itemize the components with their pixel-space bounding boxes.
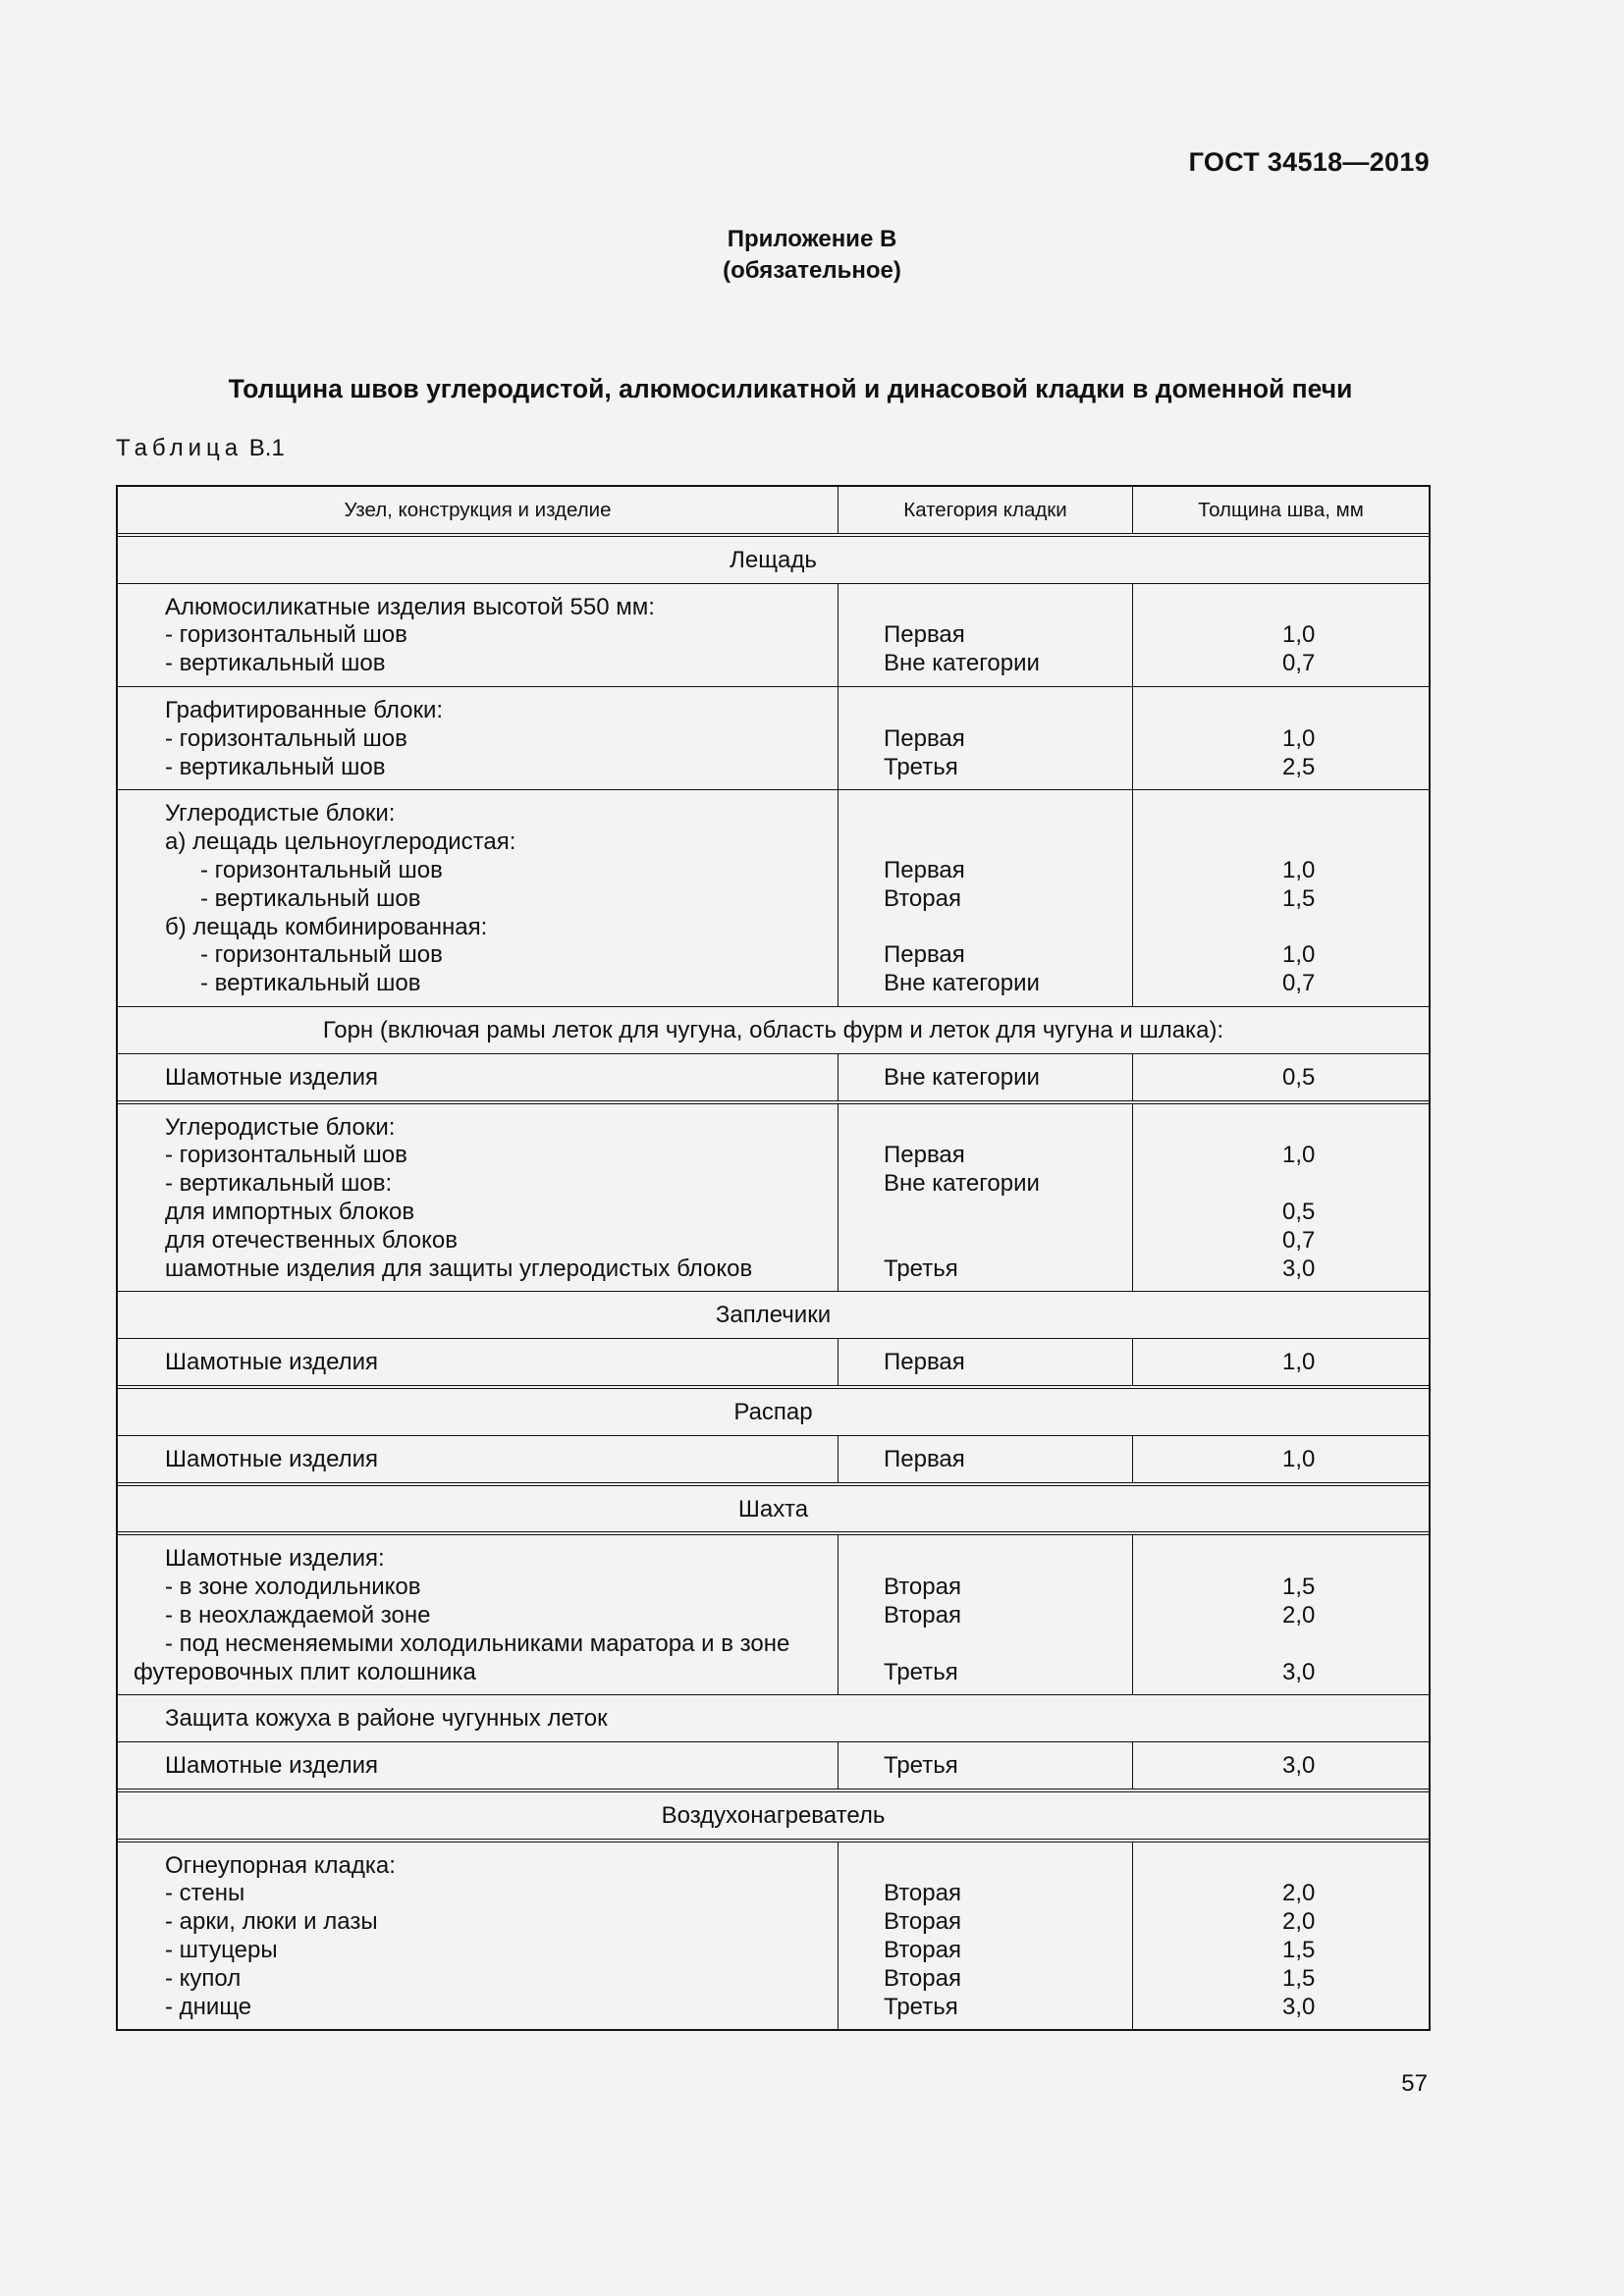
table-label-word: Таблица: [116, 435, 244, 461]
table-row: [118, 1436, 1429, 1486]
cell-text-line: [884, 800, 1132, 828]
table-cell: [118, 584, 839, 686]
document-code: ГОСТ 34518—2019: [1188, 147, 1430, 177]
appendix-status: (обязательное): [723, 257, 901, 284]
cell-text-line: Горн (включая рамы леток для чугуна, область фурм и леток для чугуна и шлака):: [322, 1016, 1224, 1043]
cell-text-line: 0,5: [1282, 1063, 1316, 1091]
cell-text-line: 1,5: [1282, 1964, 1316, 1992]
cell-text-line: 1,0: [1282, 724, 1316, 752]
cell-text-line: Узел, конструкция и изделие: [344, 499, 612, 521]
table-cell: [1133, 1054, 1429, 1100]
cell-text-line: 0,7: [1282, 1226, 1316, 1254]
cell-text-line: Первая: [884, 941, 965, 969]
table-cell: [118, 1842, 839, 2030]
cell-text-line: [884, 1199, 1132, 1227]
cell-text-line: - стены: [165, 1880, 245, 1907]
cell-text-line: Воздухонагреватель: [661, 1801, 886, 1829]
cell-text-line: - в неохлаждаемой зоне: [165, 1601, 431, 1629]
subsection-row-taphole-shell: [118, 1695, 1429, 1742]
table-row: [118, 1742, 1429, 1792]
section-row-hearth-bottom: [118, 537, 1429, 584]
cell-text-line: Первая: [884, 724, 965, 752]
table-cell: [839, 1054, 1133, 1100]
table-label: [116, 435, 285, 462]
cell-text-line: Шамотные изделия: [165, 1445, 379, 1472]
table-cell: [1133, 1842, 1429, 2030]
table-row: [118, 790, 1429, 1007]
cell-text-line: [884, 1227, 1132, 1255]
column-header-node: [118, 487, 839, 533]
table-row: [118, 1339, 1429, 1389]
cell-text-line: [884, 1545, 1132, 1574]
cell-text-line: 3,0: [1282, 1255, 1316, 1282]
cell-text-line: 0,7: [1282, 650, 1316, 677]
table-cell: [839, 1742, 1133, 1789]
cell-text-line: - купол: [165, 1964, 242, 1992]
table-row: [118, 687, 1429, 790]
cell-text-line: Шамотные изделия: [165, 1063, 379, 1091]
table-cell: [1133, 584, 1429, 686]
column-header-thickness: [1133, 487, 1429, 533]
cell-text-line: 2,0: [1282, 1908, 1316, 1936]
cell-text-line: Первая: [884, 1445, 965, 1472]
cell-text-line: Категория кладки: [903, 499, 1067, 521]
table-cell: [118, 1339, 839, 1385]
cell-text-line: Защита кожуха в районе чугунных леток: [165, 1705, 608, 1733]
cell-text-line: [1133, 1170, 1429, 1199]
table-cell: [118, 687, 839, 789]
cell-text-line: [884, 828, 1132, 857]
cell-text-line: Вторая: [884, 1601, 961, 1629]
cell-text-line: 3,0: [1282, 1658, 1316, 1685]
cell-text-line: Распар: [733, 1398, 813, 1425]
cell-text-line: Первая: [884, 1349, 965, 1376]
cell-text-line: 1,0: [1282, 1142, 1316, 1169]
table-cell: [839, 1436, 1133, 1482]
section-row-shaft: [118, 1486, 1429, 1536]
table-row: [118, 1535, 1429, 1695]
table-header-row: [118, 487, 1429, 537]
cell-text-line: 1,0: [1282, 1349, 1316, 1376]
appendix-heading: [0, 224, 1624, 287]
cell-text-line: - горизонтальный шов: [200, 856, 443, 883]
cell-text-line: Третья: [884, 1752, 958, 1780]
cell-text-line: [884, 697, 1132, 725]
cell-text-line: Шамотные изделия: [165, 1752, 379, 1780]
table-row: [118, 1054, 1429, 1104]
cell-text-line: 0,7: [1282, 970, 1316, 997]
cell-text-line: [1133, 800, 1429, 828]
cell-text-line: 0,5: [1282, 1198, 1316, 1225]
cell-text-line: 3,0: [1282, 1752, 1316, 1780]
cell-text-line: [1133, 594, 1429, 622]
cell-text-line: Углеродистые блоки:: [165, 1113, 396, 1141]
table-cell: [1133, 1436, 1429, 1482]
cell-text-line: [1133, 697, 1429, 725]
table-row: [118, 1842, 1429, 2030]
cell-text-line: Шахта: [737, 1495, 809, 1522]
cell-text-line: [1133, 914, 1429, 942]
cell-text-line: Толщина шва, мм: [1198, 499, 1364, 521]
table-cell: [839, 687, 1133, 789]
cell-text-line: - горизонтальный шов: [200, 941, 443, 969]
cell-text-line: 2,5: [1282, 753, 1316, 780]
cell-text-line: Графитированные блоки:: [165, 696, 444, 723]
table-cell: [118, 1436, 839, 1482]
table-cell: [118, 1104, 839, 1292]
cell-text-line: - горизонтальный шов: [165, 621, 407, 649]
cell-text-line: Огнеупорная кладка:: [165, 1851, 396, 1879]
cell-text-line: 1,0: [1282, 1445, 1316, 1472]
table-cell: [839, 584, 1133, 686]
cell-text-line: - в зоне холодильников: [165, 1574, 421, 1601]
cell-text-line: [884, 594, 1132, 622]
cell-text-line: [1133, 828, 1429, 857]
table-cell: [839, 1535, 1133, 1694]
cell-text-line: [1133, 1114, 1429, 1143]
cell-text-line: для отечественных блоков: [165, 1226, 459, 1254]
cell-text-line: - вертикальный шов: [200, 884, 421, 912]
table-cell: [118, 1054, 839, 1100]
cell-text-line: 2,0: [1282, 1601, 1316, 1629]
cell-text-line: - горизонтальный шов: [165, 1142, 407, 1169]
cell-text-line: Шамотные изделия:: [165, 1545, 385, 1573]
cell-text-line: - под несменяемыми холодильниками маратора и в зоне: [165, 1629, 790, 1657]
cell-text-line: Первая: [884, 856, 965, 883]
cell-text-line: для импортных блоков: [165, 1198, 415, 1225]
cell-text-line: Шамотные изделия: [165, 1349, 379, 1376]
cell-text-line: Углеродистые блоки:: [165, 800, 396, 828]
cell-text-line: Заплечики: [715, 1302, 832, 1329]
cell-text-line: 1,0: [1282, 621, 1316, 649]
table-row: [118, 584, 1429, 687]
section-row-bosh: [118, 1292, 1429, 1339]
cell-text-line: 1,5: [1282, 1937, 1316, 1964]
cell-text-line: Вторая: [884, 1880, 961, 1907]
cell-text-line: [884, 1114, 1132, 1143]
cell-text-line: Первая: [884, 1142, 965, 1169]
column-header-category: [839, 487, 1133, 533]
table-cell: [839, 1339, 1133, 1385]
section-row-hearth: [118, 1007, 1429, 1054]
table-cell: [118, 790, 839, 1006]
cell-text-line: Вне категории: [884, 650, 1040, 677]
cell-text-line: Вторая: [884, 1574, 961, 1601]
cell-text-line: [1133, 1852, 1429, 1881]
cell-text-line: - вертикальный шов: [200, 970, 421, 997]
section-row-air-heater: [118, 1792, 1429, 1842]
cell-text-line: Вне категории: [884, 1170, 1040, 1198]
cell-text-line: Лещадь: [730, 546, 817, 573]
cell-text-line: Третья: [884, 1658, 958, 1685]
cell-text-line: а) лещадь цельноуглеродистая:: [165, 828, 516, 856]
cell-text-line: Третья: [884, 1255, 958, 1282]
seam-thickness-table: [116, 485, 1431, 2031]
table-cell: [118, 1742, 839, 1789]
cell-text-line: Вторая: [884, 1964, 961, 1992]
cell-text-line: Третья: [884, 1993, 958, 2020]
cell-text-line: футеровочных плит колошника: [134, 1658, 476, 1685]
cell-text-line: 2,0: [1282, 1880, 1316, 1907]
cell-text-line: - горизонтальный шов: [165, 724, 407, 752]
cell-text-line: Вне категории: [884, 970, 1040, 997]
cell-text-line: - вертикальный шов: [165, 753, 386, 780]
table-cell: [1133, 1535, 1429, 1694]
cell-text-line: - вертикальный шов:: [165, 1170, 393, 1198]
cell-text-line: - днище: [165, 1993, 252, 2020]
cell-text-line: шамотные изделия для защиты углеродистых блоков: [165, 1255, 753, 1282]
cell-text-line: 1,0: [1282, 941, 1316, 969]
cell-text-line: [884, 1630, 1132, 1659]
table-row: [118, 1104, 1429, 1293]
table-cell: [839, 1842, 1133, 2030]
cell-text-line: 1,0: [1282, 856, 1316, 883]
table-cell: [1133, 1742, 1429, 1789]
cell-text-line: Первая: [884, 621, 965, 649]
table-cell: [839, 1104, 1133, 1292]
cell-text-line: 1,5: [1282, 1574, 1316, 1601]
cell-text-line: Вне категории: [884, 1063, 1040, 1091]
cell-text-line: Вторая: [884, 884, 961, 912]
cell-text-line: 1,5: [1282, 884, 1316, 912]
cell-text-line: Вторая: [884, 1937, 961, 1964]
cell-text-line: [1133, 1545, 1429, 1574]
table-cell: [839, 790, 1133, 1006]
table-cell: [1133, 1339, 1429, 1385]
section-row-belly: [118, 1389, 1429, 1436]
table-label-number: В.1: [248, 435, 285, 461]
cell-text-line: б) лещадь комбинированная:: [165, 913, 488, 940]
cell-text-line: Алюмосиликатные изделия высотой 550 мм:: [165, 593, 655, 620]
table-cell: [118, 1535, 839, 1694]
table-cell: [1133, 687, 1429, 789]
cell-text-line: Третья: [884, 753, 958, 780]
page-title: Толщина швов углеродистой, алюмосиликатной и динасовой кладки в доменной печи: [228, 374, 1353, 403]
cell-text-line: Вторая: [884, 1908, 961, 1936]
appendix-title: Приложение В: [727, 226, 897, 252]
cell-text-line: [884, 914, 1132, 942]
page-number: 57: [1401, 2070, 1428, 2097]
cell-text-line: - штуцеры: [165, 1937, 278, 1964]
cell-text-line: [1133, 1630, 1429, 1659]
cell-text-line: - вертикальный шов: [165, 650, 386, 677]
table-cell: [1133, 1104, 1429, 1292]
cell-text-line: 3,0: [1282, 1993, 1316, 2020]
table-cell: [1133, 790, 1429, 1006]
cell-text-line: - арки, люки и лазы: [165, 1908, 378, 1936]
cell-text-line: [884, 1852, 1132, 1881]
